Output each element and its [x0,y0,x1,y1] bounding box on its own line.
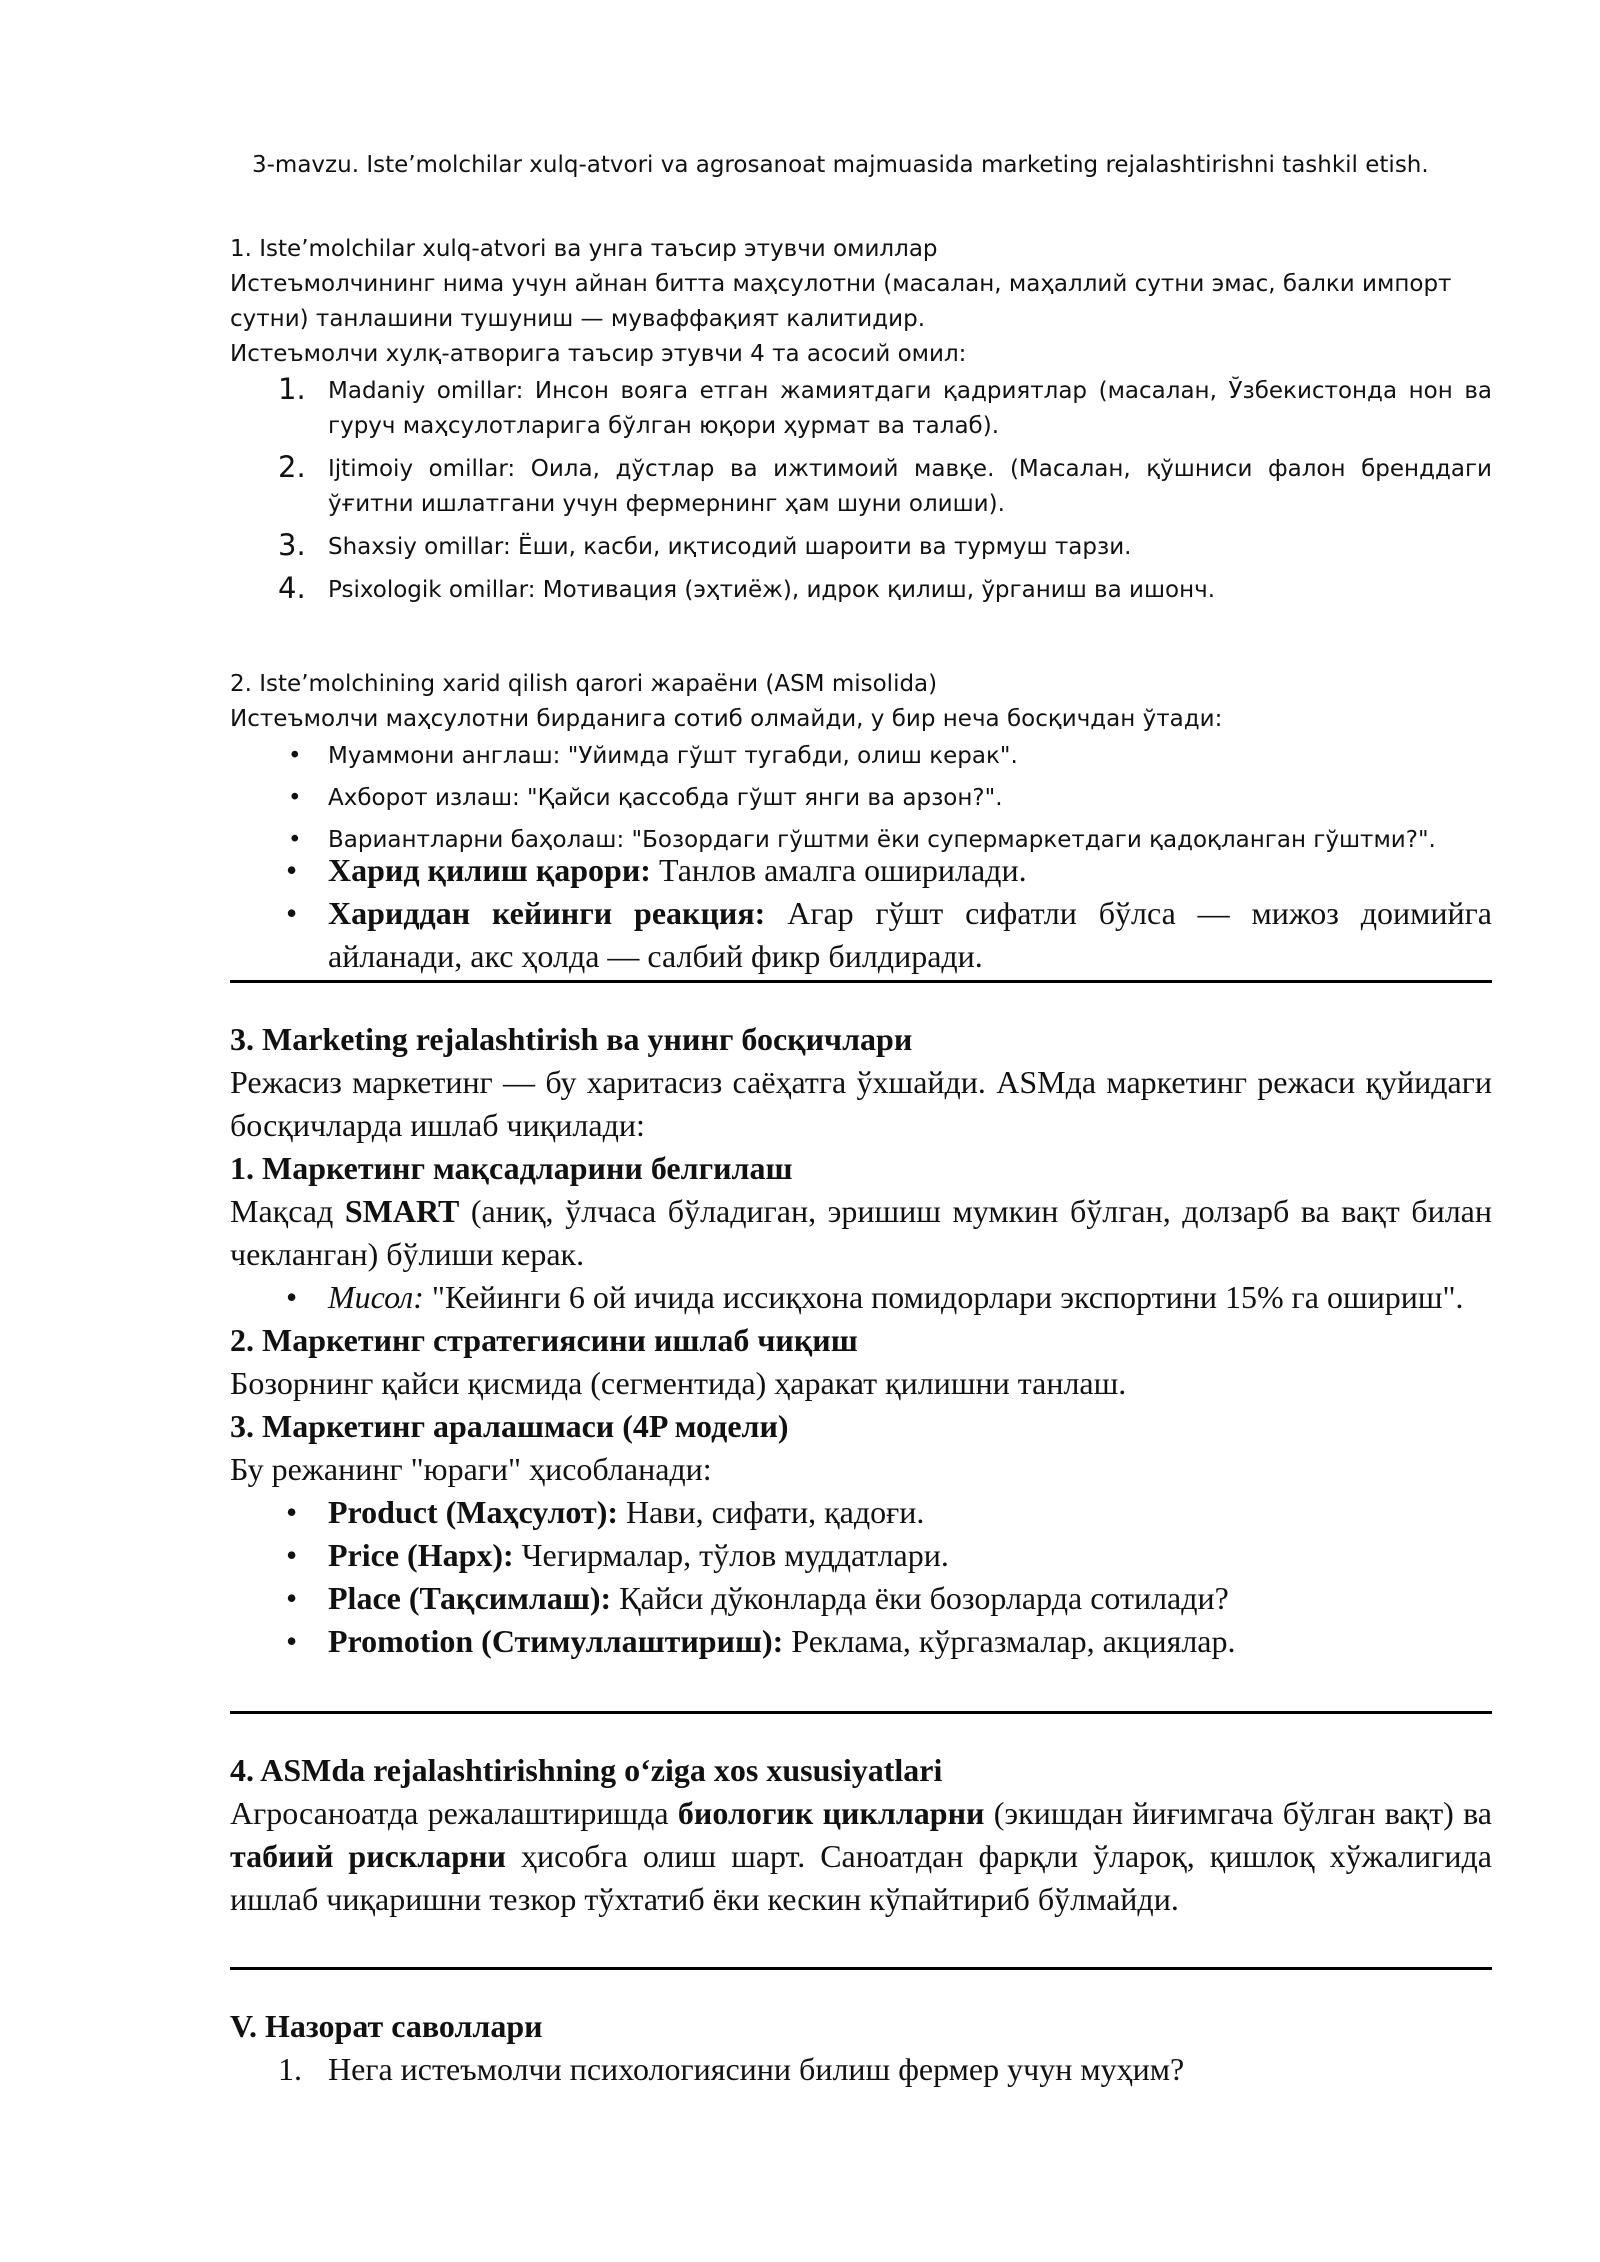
factor-label: Psixologik omillar: [328,577,536,603]
mix-label: Price (Нарх): [328,1537,514,1573]
list-number: 2. [278,450,306,484]
text-span: Мақсад [230,1193,345,1229]
smart-term: SMART [344,1193,460,1229]
list-item [230,1276,1492,1319]
section-4 [230,1749,1492,1921]
list-item [230,1491,1492,1534]
step-2-text: Бозорнинг қайси қисмида (сегментида) ҳаракат қилишни танлаш. [230,1365,1127,1401]
step-1-text [230,1190,1492,1276]
step-text: Ахборот излаш: "Қайси қассобда гўшт янги ва арзон?". [328,785,1003,811]
bullet: • [286,1623,298,1659]
list-item [230,2048,1492,2091]
factor-text: Оила, дўстлар ва ижтимоий мавқе. (Масалан, қўшниси фалон бренддаги ўғитни ишлатгани учун фермернинг ҳам шуни олиши). [328,456,1493,517]
mix-text: Қайси дўконларда ёки бозорларда сотилади? [611,1580,1229,1616]
list-item [230,1620,1492,1663]
mix-text: Нави, сифати, қадоғи. [618,1494,925,1530]
example-label: Мисол: [328,1279,424,1315]
bold-term: табиий рискларни [230,1838,506,1874]
mix-label: Place (Тақсимлаш): [328,1580,612,1616]
bold-term: биологик циклларни [677,1795,985,1831]
bullet: • [286,1537,298,1573]
list-number: 1. [278,2051,302,2087]
list-item [230,781,1492,816]
topic-heading: 3-mavzu. Iste’molchilar xulq-atvori va agrosanoat majmuasida marketing rejalashtirishni tashkil etish. [252,152,1429,178]
list-item [230,573,1492,608]
factor-text: Мотивация (эҳтиёж), идрок қилиш, ўрганиш ва ишонч. [535,577,1216,603]
bullet: • [288,785,302,811]
text-span: (экишдан йиғимгача бўлган вақт) ва [984,1795,1493,1831]
divider [230,1967,1492,1970]
bullet: • [286,895,298,931]
bullet: • [286,852,298,888]
list-item [230,849,1492,892]
list-number: 4. [278,571,306,605]
mix-label: Product (Маҳсулот): [328,1494,619,1530]
mix-label: Promotion (Стимуллаштириш): [328,1623,784,1659]
section-5-title: V. Назорат саволлари [230,2008,543,2044]
mix-text: Реклама, кўргазмалар, акциялар. [783,1623,1236,1659]
list-item [230,374,1492,444]
text-span: Агросаноатда режалаштиришда [230,1795,678,1831]
section-2 [230,667,1492,865]
list-item [230,739,1492,774]
list-item [230,1577,1492,1620]
step-text: Танлов амалга оширилади. [650,852,1027,888]
section-3-intro: Режасиз маркетинг — бу харитасиз саёҳатга ўхшайди. ASMда маркетинг режаси қуйидаги босқичларда ишлаб чиқилади: [230,1064,1492,1143]
steps-list-bold [230,849,1492,978]
step-label: Хариддан кейинги реакция: [328,895,766,931]
factor-text: Ёши, касби, иқтисодий шароити ва турмуш тарзи. [510,534,1132,560]
list-number: 3. [278,528,306,562]
step-1-title: 1. Маркетинг мақсадларини белгилаш [230,1150,793,1186]
list-number: 1. [278,372,306,406]
section-1-factors-intro: Истеъмолчи хулқ-атворига таъсир этувчи 4 та асосий омил: [230,341,967,367]
question-text: Нега истеъмолчи психологиясини билиш фермер учун муҳим? [328,2051,1185,2087]
mix-text: Чегирмалар, тўлов муддатлари. [513,1537,949,1573]
section-3-title: 3. Marketing rejalashtirish ва унинг босқичлари [230,1021,913,1057]
bullet: • [286,1494,298,1530]
list-item [230,892,1492,978]
factor-label: Ijtimoiy omillar: [328,456,516,482]
section-5 [230,2005,1492,2091]
step-text: Вариантларни баҳолаш: "Бозордаги гўштми ёки супермаркетдаги қадоқланган гўштми?". [328,827,1436,853]
factor-text: Инсон вояга етган жамиятдаги қадриятлар (масалан, Ўзбекистонда нон ва гуруч маҳсулотларига бўлган юқори ҳурмат ва талаб). [328,378,1492,439]
questions-list [230,2048,1492,2091]
step-3-title: 3. Маркетинг аралашмаси (4P модели) [230,1408,789,1444]
step-text: Агар гўшт сифатли бўлса — мижоз доимийга айланади, акс ҳолда — салбий фикр билдиради. [328,895,1493,974]
section-2-intro: Истеъмолчи маҳсулотни бирданига сотиб олмайди, у бир неча босқичдан ўтади: [230,706,1223,732]
bullet: • [288,743,302,769]
step-text: Муаммони англаш: "Уйимда гўшт тугабди, олиш керак". [328,743,1018,769]
steps-list [230,739,1492,858]
step-2-title: 2. Маркетинг стратегиясини ишлаб чиқиш [230,1322,858,1358]
factor-label: Madaniy omillar: [328,378,524,404]
step-3-text: Бу режанинг "юраги" ҳисобланади: [230,1451,712,1487]
section-3 [230,1018,1492,1663]
text-span: (аниқ, ўлчаса бўладиган, эришиш мумкин бўлган, долзарб ва вақт билан чекланган) бўлиши керак. [230,1193,1493,1272]
bullet: • [286,1580,298,1616]
bullet: • [286,1279,298,1315]
list-item [230,1534,1492,1577]
divider [230,980,1492,983]
example-list [230,1276,1492,1319]
example-text: "Кейинги 6 ой ичида иссиқхона помидорлари экспортини 15% га ошириш". [423,1279,1464,1315]
factor-label: Shaxsiy omillar: [328,534,511,560]
text-span: ҳисобга олиш шарт. Саноатдан фарқли ўлароқ, қишлоқ хўжалигида ишлаб чиқаришни тезкор тўхтатиб ёки кескин кўпайтириб бўлмайди. [230,1838,1493,1917]
factors-list [230,374,1492,608]
section-2-bold-steps [230,849,1492,978]
bullet: • [288,827,302,853]
marketing-mix-list [230,1491,1492,1663]
list-item [230,452,1492,522]
section-1-paragraph: Истеъмолчининг нима учун айнан битта маҳсулотни (масалан, маҳаллий сутни эмас, балки импорт сутни) танлашини тушуниш — муваффақият калитидир. [230,271,1452,332]
section-2-title: 2. Iste’molchining xarid qilish qarori жараёни (ASM misolida) [230,671,938,697]
section-1 [230,232,1492,616]
list-item [230,530,1492,565]
step-label: Харид қилиш қарори: [328,852,651,888]
section-4-paragraph [230,1792,1492,1921]
section-1-title: 1. Iste’molchilar xulq-atvori ва унга таъсир этувчи омиллар [230,236,938,262]
divider [230,1711,1492,1714]
section-4-title: 4. ASMda rejalashtirishning o‘ziga xos xususiyatlari [230,1752,943,1788]
